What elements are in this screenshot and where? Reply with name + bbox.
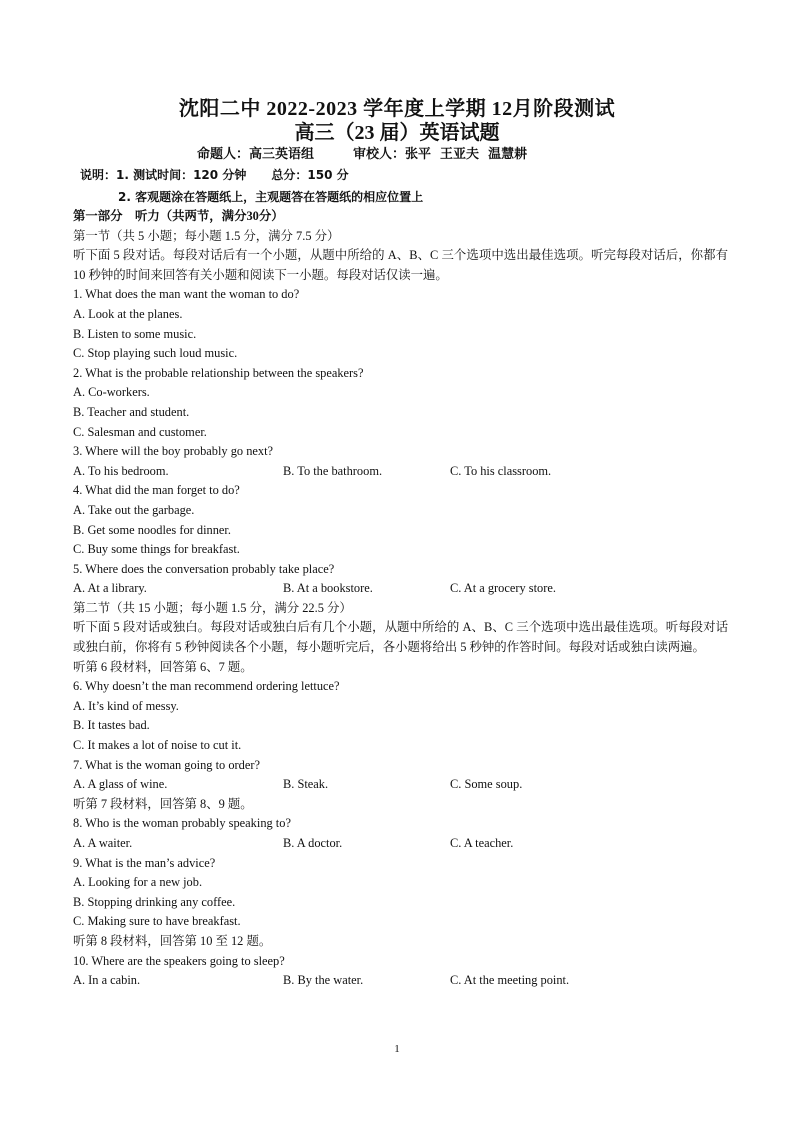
option-a: A. In a cabin.: [73, 973, 141, 988]
authors-line: 命题人：高三英语组 审校人：张平 王亚夫 温慧耕: [197, 147, 528, 162]
question-stem: 7. What is the woman going to order?: [73, 757, 260, 772]
option-b: B. Get some noodles for dinner.: [73, 522, 231, 537]
option-row: [73, 462, 728, 482]
option-b: B. To the bathroom.: [283, 463, 383, 478]
material-heading: 听第 8 段材料，回答第 10 至 12 题。: [73, 933, 272, 948]
option-c: C. It makes a lot of noise to cut it.: [73, 738, 242, 753]
option-c: C. Salesman and customer.: [73, 424, 207, 439]
question-stem: 1. What does the man want the woman to do?: [73, 287, 300, 302]
exam-content: [73, 207, 728, 991]
option-b: B. It tastes bad.: [73, 718, 150, 733]
option-c: C. At the meeting point.: [450, 973, 570, 988]
option-a: A. It’s kind of messy.: [73, 698, 179, 713]
question-stem: 9. What is the man’s advice?: [73, 855, 216, 870]
page-number: 1: [394, 1043, 400, 1055]
question-stem: 6. Why doesn’t the man recommend ordering lettuce?: [73, 679, 340, 694]
option-a: A. Co-workers.: [73, 385, 150, 400]
material-heading: 听第 7 段材料，回答第 8、9 题。: [73, 796, 253, 811]
option-a: A. At a library.: [73, 581, 147, 596]
option-b: B. By the water.: [283, 973, 364, 988]
option-a: A. A glass of wine.: [73, 777, 168, 792]
option-c: C. To his classroom.: [450, 463, 552, 478]
part1-heading: 第一部分 听力（共两节，满分30分）: [73, 209, 284, 223]
option-c: C. Stop playing such loud music.: [73, 346, 238, 361]
option-row: [73, 834, 728, 854]
option-a: A. To his bedroom.: [73, 463, 169, 478]
option-c: C. At a grocery store.: [450, 581, 556, 596]
option-row: [73, 775, 728, 795]
option-b: B. Steak.: [283, 777, 329, 792]
question-stem: 10. Where are the speakers going to sleep?: [73, 953, 285, 968]
section1-instructions: 听下面 5 段对话。每段对话后有一个小题，从题中所给的 A、B、C 三个选项中选出最佳选项。听完每段对话后，你都有 10 秒钟的时间来回答有关小题和阅读下一小题。每段对话仅读一遍。: [73, 248, 728, 282]
option-a: A. Take out the garbage.: [73, 502, 195, 517]
option-c: C. Making sure to have breakfast.: [73, 914, 241, 929]
option-c: C. Some soup.: [450, 777, 523, 792]
section1-heading: 第一节（共 5 小题；每小题 1.5 分，满分 7.5 分）: [73, 228, 340, 243]
question-stem: 5. Where does the conversation probably take place?: [73, 561, 335, 576]
option-b: B. Listen to some music.: [73, 326, 197, 341]
material-heading: 听第 6 段材料，回答第 6、7 题。: [73, 659, 253, 674]
exam-title: 沈阳二中 2022-2023 学年度上学期 12月阶段测试: [178, 98, 616, 120]
option-b: B. Teacher and student.: [73, 404, 190, 419]
question-stem: 8. Who is the woman probably speaking to?: [73, 816, 291, 831]
option-c: C. A teacher.: [450, 836, 514, 850]
option-row: [73, 579, 728, 599]
option-b: B. A doctor.: [283, 836, 343, 850]
question-stem: 3. Where will the boy probably go next?: [73, 444, 274, 459]
option-row: [73, 971, 728, 991]
exam-subtitle: 高三（23 届）英语试题: [294, 122, 500, 144]
option-a: A. Look at the planes.: [73, 306, 183, 321]
section2-heading: 第二节（共 15 小题；每小题 1.5 分，满分 22.5 分）: [73, 600, 352, 615]
question-stem: 4. What did the man forget to do?: [73, 483, 240, 498]
question-stem: 2. What is the probable relationship between the speakers?: [73, 365, 364, 380]
option-a: A. Looking for a new job.: [73, 875, 203, 890]
option-a: A. A waiter.: [73, 836, 133, 850]
option-b: B. Stopping drinking any coffee.: [73, 894, 236, 909]
section2-instructions: 听下面 5 段对话或独白。每段对话或独白后有几个小题，从题中所给的 A、B、C 三个选项中选出最佳选项。听每段对话或独白前，你将有 5 秒钟阅读各个小题，每小题听完后，各小题将给出 5 秒钟的作答时间。每段对话或独白读两遍。: [73, 620, 728, 655]
exam-note-answer-sheet: 2. 客观题涂在答题纸上，主观题答在答题纸的相应位置上: [118, 190, 424, 204]
option-b: B. At a bookstore.: [283, 581, 373, 596]
exam-note-time-score: 说明：1. 测试时间：120 分钟 总分：150 分: [80, 168, 349, 182]
option-c: C. Buy some things for breakfast.: [73, 542, 240, 557]
